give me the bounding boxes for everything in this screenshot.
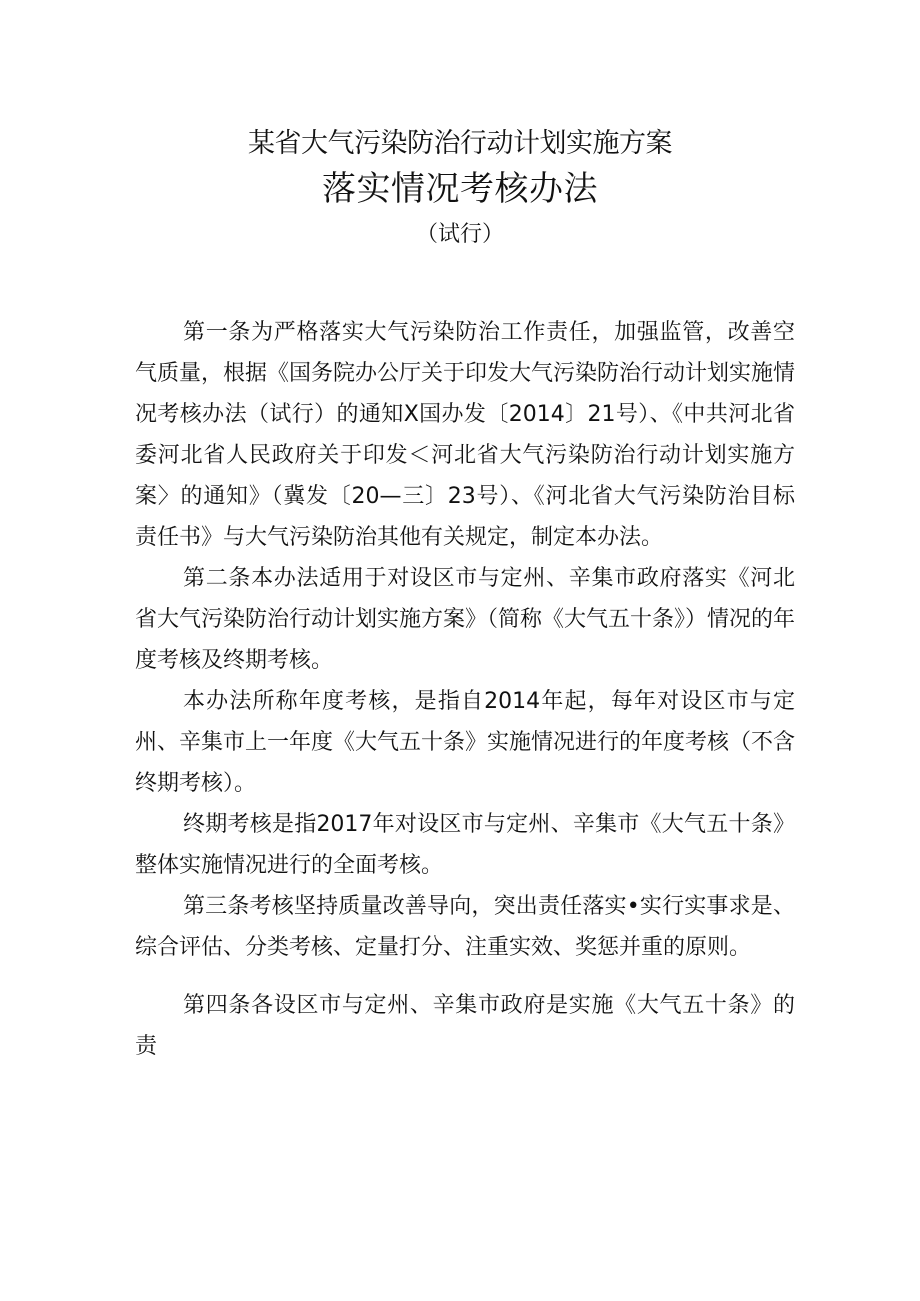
article-1-paragraph: 第一条为严格落实大气污染防治工作责任，加强监管，改善空气质量，根据《国务院办公厅关于印发大气污染防治行动计划实施情况考核办法（试行）的通知X国办发〔2014〕21号）、《中共河北省委河北省人民政府关于印发＜河北省大气污染防治行动计划实施方案〉的通知》（冀发〔20—三〕23号）、《河北省大气污染防治目标责任书》与大气污染防治其他有关规定，制定本办法。: [135, 320, 796, 550]
document-title-line2: 落实情况考核办法: [322, 169, 598, 209]
article-3-paragraph: 第三条考核坚持质量改善导向，突出责任落实•实行实事求是、综合评估、分类考核、定量打分、注重实效、奖惩并重的原则。: [135, 894, 795, 960]
document-title-trial-note: （试行）: [415, 222, 504, 247]
article-2-paragraph: 第二条本办法适用于对设区市与定州、辛集市政府落实《河北省大气污染防治行动计划实施方案》（简称《大气五十条》）情况的年度考核及终期考核。: [135, 566, 796, 673]
annual-assessment-paragraph: 本办法所称年度考核，是指自2014年起，每年对设区市与定州、辛集市上一年度《大气五十条》实施情况进行的年度考核（不含终期考核）。: [135, 689, 796, 796]
article-4-paragraph: 第四条各设区市与定州、辛集市政府是实施《大气五十条》的责: [135, 993, 795, 1059]
document-title-line1: 某省大气污染防治行动计划实施方案: [248, 128, 672, 159]
document-body: [135, 312, 795, 1067]
final-assessment-paragraph: 终期考核是指2017年对设区市与定州、辛集市《大气五十条》整体实施情况进行的全面考核。: [135, 812, 795, 878]
